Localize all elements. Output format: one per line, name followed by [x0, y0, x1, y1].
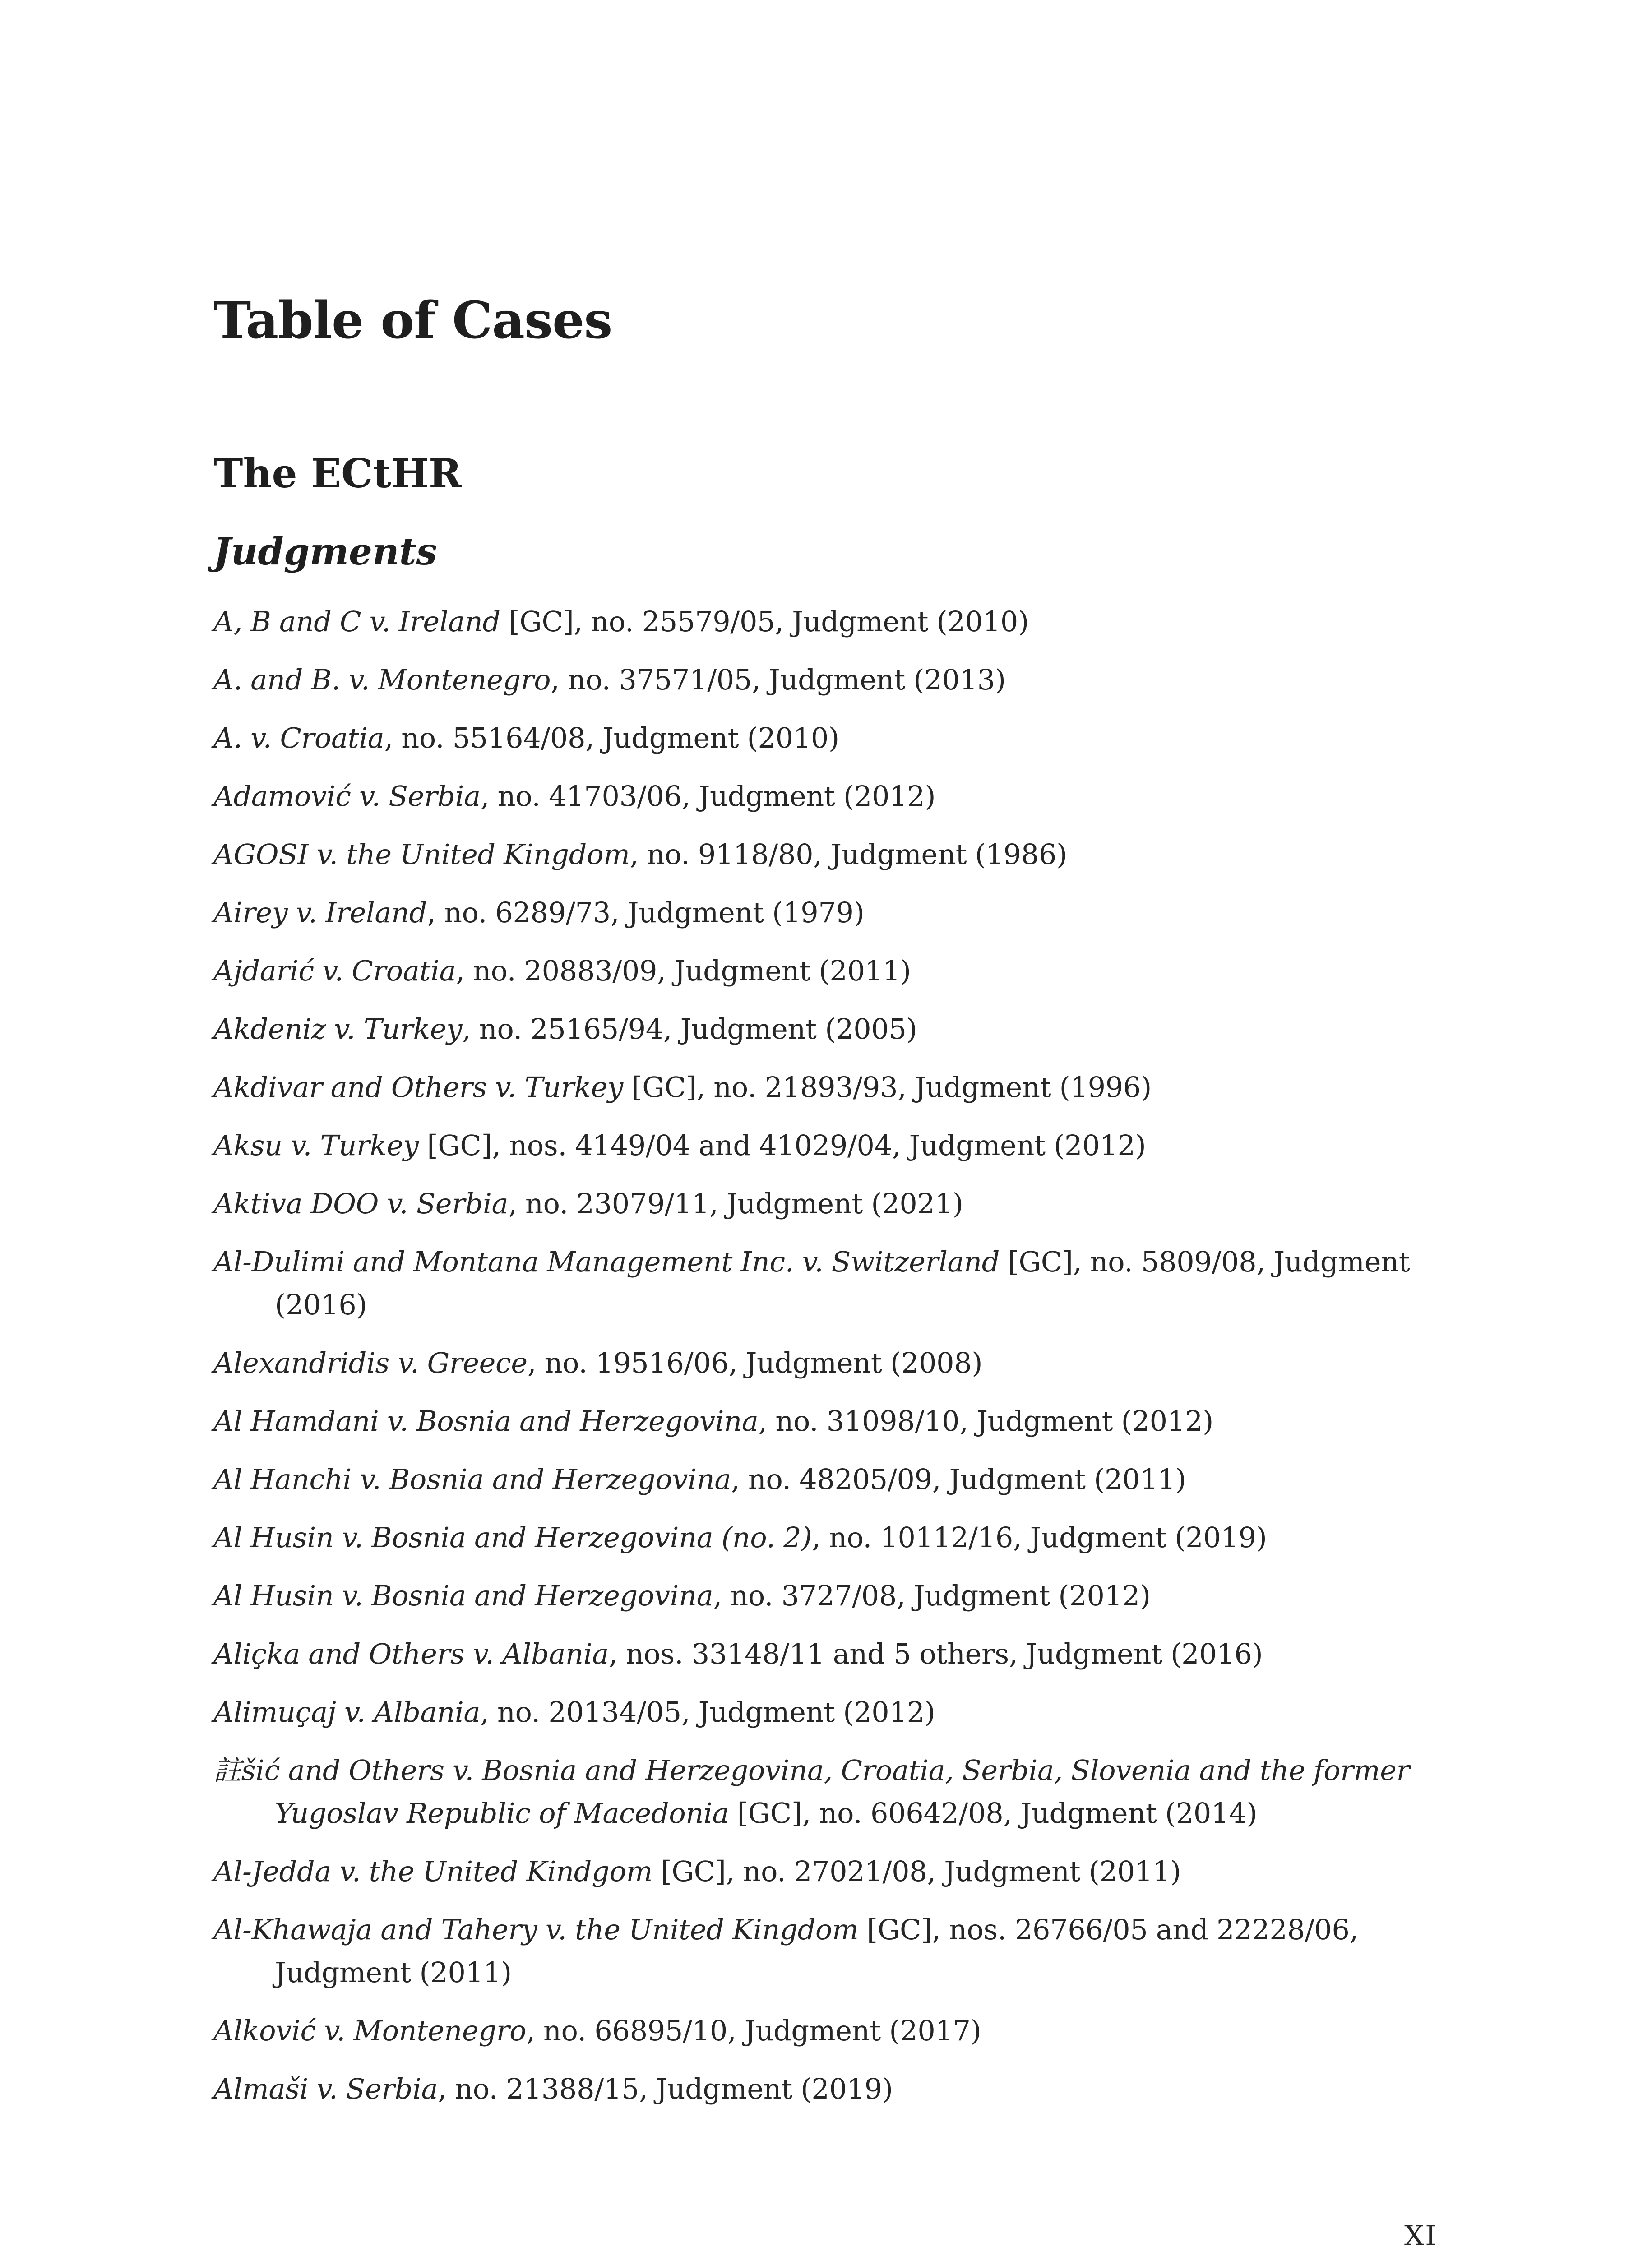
- case-details: , no. 21388/15, Judgment (2019): [438, 2072, 893, 2105]
- section-heading: The ECtHR: [213, 450, 462, 497]
- case-name: Aliçka and Others v. Albania: [213, 1637, 609, 1670]
- case-name: Akdivar and Others v. Turkey: [213, 1071, 623, 1104]
- case-details: [GC], nos. 4149/04 and 41029/04, Judgment (2012): [418, 1129, 1146, 1162]
- page-title: Table of Cases: [213, 291, 612, 350]
- case-details: , no. 25165/94, Judgment (2005): [462, 1012, 917, 1045]
- case-list: [213, 600, 1441, 2126]
- case-name: Al Husin v. Bosnia and Herzegovina: [213, 1579, 713, 1612]
- case-name: Alković v. Montenegro: [213, 2014, 527, 2047]
- case-name: A. v. Croatia: [213, 721, 384, 754]
- case-details: , no. 55164/08, Judgment (2010): [384, 721, 839, 754]
- case-details: , nos. 33148/11 and 5 others, Judgment (2016): [608, 1637, 1263, 1670]
- case-entry: [213, 1516, 1441, 1559]
- case-name: Akdeniz v. Turkey: [213, 1012, 463, 1045]
- case-entry: [213, 1850, 1441, 1893]
- case-name: Ajdarić v. Croatia: [213, 954, 456, 987]
- case-details: [GC], no. 21893/93, Judgment (1996): [623, 1071, 1152, 1104]
- subsection-heading: Judgments: [213, 530, 437, 573]
- case-name: Airey v. Ireland: [213, 896, 427, 929]
- case-entry: [213, 2067, 1441, 2110]
- case-details: , no. 37571/05, Judgment (2013): [551, 663, 1006, 696]
- case-name: Aktiva DOO v. Serbia: [213, 1187, 509, 1220]
- case-details: , no. 66895/10, Judgment (2017): [526, 2014, 981, 2047]
- case-details: [GC], no. 5809/08, Judgment (2016): [275, 1245, 1410, 1321]
- case-details: , no. 9118/80, Judgment (1986): [629, 838, 1067, 871]
- case-details: , no. 10112/16, Judgment (2019): [812, 1521, 1267, 1554]
- case-entry: [213, 658, 1441, 701]
- case-entry: [213, 1008, 1441, 1050]
- case-details: , no. 20134/05, Judgment (2012): [480, 1696, 935, 1729]
- case-name: Al Hamdani v. Bosnia and Herzegovina: [213, 1405, 759, 1438]
- case-entry: [213, 2009, 1441, 2052]
- case-name: Adamović v. Serbia: [213, 780, 481, 813]
- case-entry: [213, 1066, 1441, 1109]
- case-entry: [213, 949, 1441, 992]
- case-name: Alimuçaj v. Albania: [213, 1696, 481, 1729]
- case-entry: [213, 1632, 1441, 1675]
- case-details: [GC], no. 60642/08, Judgment (2014): [729, 1797, 1258, 1830]
- case-name: A. and B. v. Montenegro: [213, 663, 551, 696]
- case-name: Aksu v. Turkey: [213, 1129, 419, 1162]
- case-name: Al-Dulimi and Montana Management Inc. v. Switzerland: [213, 1245, 1000, 1278]
- case-entry: [213, 1341, 1441, 1384]
- case-details: , no. 23079/11, Judgment (2021): [508, 1187, 963, 1220]
- case-entry: [213, 833, 1441, 876]
- case-details: , no. 20883/09, Judgment (2011): [456, 954, 911, 987]
- case-entry: [213, 1182, 1441, 1225]
- case-entry: [213, 1691, 1441, 1734]
- case-details: [GC], nos. 26766/05 and 22228/06, Judgment (2011): [275, 1913, 1359, 1989]
- case-details: [GC], no. 25579/05, Judgment (2010): [500, 605, 1029, 638]
- case-entry: [213, 891, 1441, 934]
- case-name: Al-Khawaja and Tahery v. the United Kingdom: [213, 1913, 859, 1946]
- case-entry: [213, 1458, 1441, 1501]
- case-name: 註šić and Others v. Bosnia and Herzegovina, Croatia, Serbia, Slovenia and the former Yugoslav Republic of Macedonia: [213, 1754, 1410, 1830]
- page-number: XI: [1404, 2219, 1437, 2252]
- case-entry: [213, 1124, 1441, 1167]
- case-details: , no. 19516/06, Judgment (2008): [527, 1346, 983, 1379]
- case-details: , no. 41703/06, Judgment (2012): [480, 780, 936, 813]
- case-name: Al Hanchi v. Bosnia and Herzegovina: [213, 1463, 731, 1496]
- case-entry: [213, 1240, 1441, 1326]
- case-entry: [213, 1574, 1441, 1617]
- case-entry: [213, 600, 1441, 643]
- case-details: , no. 48205/09, Judgment (2011): [731, 1463, 1186, 1496]
- case-entry: [213, 1908, 1441, 1994]
- case-name: Al Husin v. Bosnia and Herzegovina (no. 2): [213, 1521, 812, 1554]
- case-details: [GC], no. 27021/08, Judgment (2011): [652, 1855, 1181, 1888]
- case-entry: [213, 1400, 1441, 1442]
- case-name: Almaši v. Serbia: [213, 2072, 438, 2105]
- case-entry: [213, 1749, 1441, 1835]
- case-name: Al-Jedda v. the United Kindgom: [213, 1855, 653, 1888]
- case-entry: [213, 717, 1441, 759]
- case-name: AGOSI v. the United Kingdom: [213, 838, 630, 871]
- case-name: Alexandridis v. Greece: [213, 1346, 528, 1379]
- case-details: , no. 3727/08, Judgment (2012): [713, 1579, 1151, 1612]
- case-entry: [213, 775, 1441, 818]
- case-details: , no. 31098/10, Judgment (2012): [758, 1405, 1213, 1438]
- case-details: , no. 6289/73, Judgment (1979): [427, 896, 865, 929]
- case-name: A, B and C v. Ireland: [213, 605, 500, 638]
